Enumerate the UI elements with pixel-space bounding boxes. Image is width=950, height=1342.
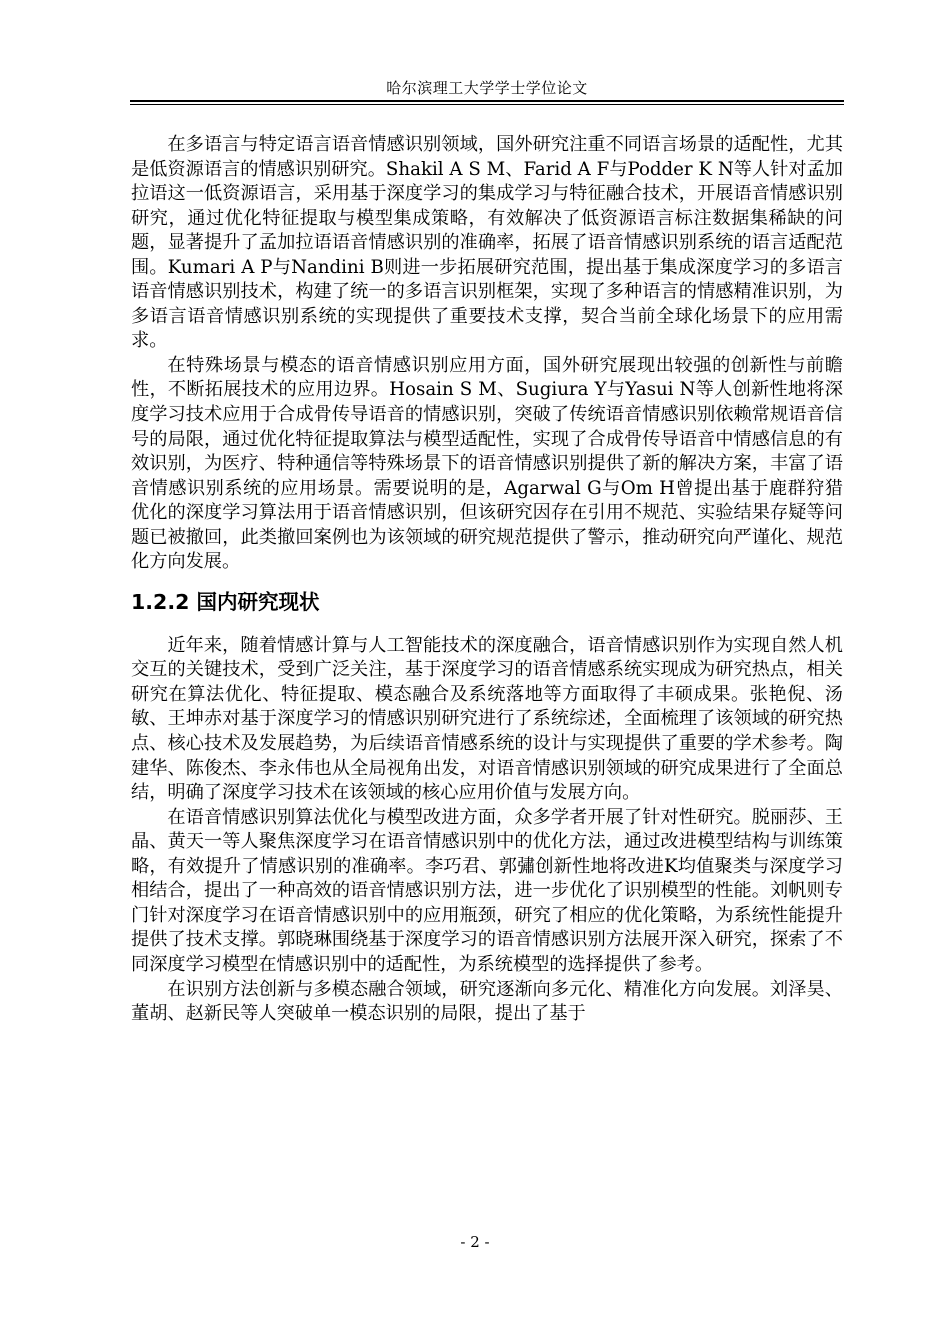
section-heading: 1.2.2 国内研究现状	[131, 589, 320, 614]
paragraph-domestic-overview: 近年来，随着情感计算与人工智能技术的深度融合，语音情感识别作为实现自然人机交互的关键技术，受到广泛关注，基于深度学习的语音情感系统实现成为研究热点，相关研究在算法优化、特征提取、模态融合及系统落地等方面取得了丰硕成果。张艳倪、汤敏、王坤赤对基于深度学习的情感识别研究进行了系统综述，全面梳理了该领域的研究热点、核心技术及发展趋势，为后续语音情感系统的设计与实现提供了重要的学术参考。陶建华、陈俊杰、李永伟也从全局视角出发，对语音情感识别领域的研究成果进行了全面总结，明确了深度学习技术在该领域的核心应用价值与发展方向。	[131, 634, 843, 804]
header-rule-thin	[130, 104, 844, 105]
paragraph-algorithm-optimization: 在语音情感识别算法优化与模型改进方面，众多学者开展了针对性研究。脱丽莎、王晶、黄天一等人聚焦深度学习在语音情感识别中的优化方法，通过改进模型结构与训练策略，有效提升了情感识别的准确率。李巧君、郭彇创新性地将改进K均值聚类与深度学习相结合，提出了一种高效的语音情感识别方法，进一步优化了识别模型的性能。刘帆则专门针对深度学习在语音情感识别中的应用瓶颈，研究了相应的优化策略，为系统性能提升提供了技术支撑。郭晓琳围绕基于深度学习的语音情感识别方法展开深入研究，探索了不同深度学习模型在情感识别中的适配性，为系统模型的选择提供了参考。	[131, 806, 843, 975]
paragraph-multimodal-fusion: 在识别方法创新与多模态融合领域，研究逐渐向多元化、精准化方向发展。刘泽昊、董胡、赵新民等人突破单一模态识别的局限，提出了基于	[131, 978, 843, 1025]
header-title: 哈尔滨理工大学学士学位论文	[386, 79, 588, 97]
paragraph-multilingual: 在多语言与特定语言语音情感识别领域，国外研究注重不同语言场景的适配性，尤其是低资源语言的情感识别研究。Shakil A S M、Farid A F与Podder K N等人针对孟加拉语这一低资源语言，采用基于深度学习的集成学习与特征融合技术，开展语音情感识别研究，通过优化特征提取与模型集成策略，有效解决了低资源语言标注数据集稀缺的问题，显著提升了孟加拉语语音情感识别的准确率，拓展了语音情感识别系统的语言适配范围。Kumari A P与Nandini B则进一步拓展研究范围，提出基于集成深度学习的多语言语音情感识别技术，构建了统一的多语言识别框架，实现了多种语言的情感精准识别，为多语言语音情感识别系统的实现提供了重要技术支撑，契合当前全球化场景下的应用需求。	[131, 134, 843, 352]
body-text	[131, 133, 843, 1027]
paragraph-special-scenarios: 在特殊场景与模态的语音情感识别应用方面，国外研究展现出较强的创新性与前瞻性，不断拓展技术的应用边界。Hosain S M、Sugiura Y与Yasui N等人创新性地将深度学习技术应用于合成骨传导语音的情感识别，突破了传统语音情感识别依赖常规语音信号的局限，通过优化特征提取算法与模型适配性，实现了合成骨传导语音中情感信息的有效识别，为医疗、特种通信等特殊场景下的语音情感识别提供了新的解决方案，丰富了语音情感识别系统的应用场景。需要说明的是，Agarwal G与Om H曾提出基于鹿群狩猎优化的深度学习算法用于语音情感识别，但该研究因存在引用不规范、实验结果存疑等问题已被撤回，此类撤回案例也为该领域的研究规范提供了警示，推动研究向严谨化、规范化方向发展。	[131, 354, 843, 573]
header-rule-thick	[130, 100, 844, 102]
page-number: - 2 -	[460, 1233, 490, 1251]
